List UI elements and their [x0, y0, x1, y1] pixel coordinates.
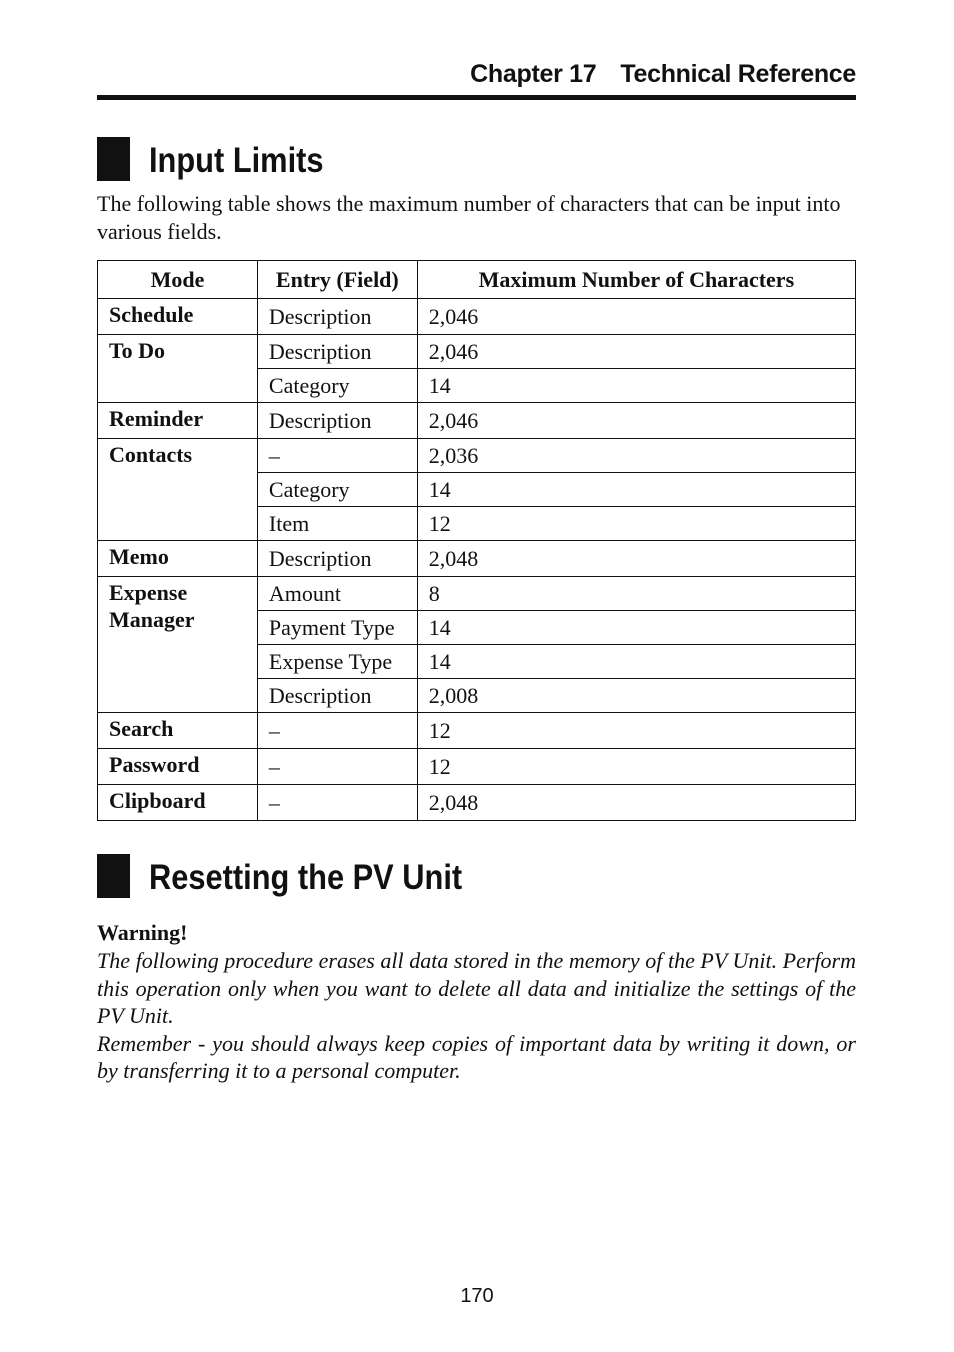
table-row	[98, 299, 856, 335]
max-characters-cell: 12	[417, 713, 855, 749]
header-rule	[97, 95, 856, 100]
mode-cell: Contacts	[98, 439, 258, 541]
entry-field-cell: Amount	[257, 577, 417, 611]
table-body	[98, 299, 856, 821]
entry-field-cell: Item	[257, 507, 417, 541]
column-header-max: Maximum Number of Characters	[417, 261, 855, 299]
max-characters-cell: 2,008	[417, 679, 855, 713]
entry-field-cell: Description	[257, 335, 417, 369]
max-characters-cell: 2,048	[417, 541, 855, 577]
mode-cell: Search	[98, 713, 258, 749]
mode-cell: Password	[98, 749, 258, 785]
entry-field-cell: Description	[257, 541, 417, 577]
max-characters-cell: 12	[417, 749, 855, 785]
table-row	[98, 577, 856, 611]
column-header-mode: Mode	[98, 261, 258, 299]
mode-cell: Expense Manager	[98, 577, 258, 713]
max-characters-cell: 14	[417, 611, 855, 645]
table-row	[98, 403, 856, 439]
table-row	[98, 713, 856, 749]
max-characters-cell: 2,036	[417, 439, 855, 473]
entry-field-cell: Payment Type	[257, 611, 417, 645]
entry-field-cell: Category	[257, 369, 417, 403]
column-header-entry: Entry (Field)	[257, 261, 417, 299]
max-characters-cell: 2,046	[417, 335, 855, 369]
intro-paragraph: The following table shows the maximum number of characters that can be input into various fields.	[97, 191, 841, 244]
max-characters-cell: 2,046	[417, 299, 855, 335]
table-row	[98, 785, 856, 821]
input-limits-table	[97, 260, 856, 821]
chapter-title: Technical Reference	[620, 60, 856, 88]
section-square-icon	[97, 854, 130, 898]
max-characters-cell: 8	[417, 577, 855, 611]
entry-field-cell: Description	[257, 403, 417, 439]
mode-cell: Reminder	[98, 403, 258, 439]
max-characters-cell: 14	[417, 473, 855, 507]
section-title: Input Limits	[149, 141, 324, 180]
table-row	[98, 541, 856, 577]
max-characters-cell: 12	[417, 507, 855, 541]
page-number: 170	[460, 1285, 494, 1307]
mode-cell: To Do	[98, 335, 258, 403]
max-characters-cell: 14	[417, 645, 855, 679]
entry-field-cell: Expense Type	[257, 645, 417, 679]
table-row	[98, 335, 856, 369]
entry-field-cell: Description	[257, 299, 417, 335]
warning-paragraph: The following procedure erases all data stored in the memory of the PV Unit. Perform this operation only when you want to delete all data and initialize the settings of the PV Unit.	[97, 948, 856, 1028]
mode-cell: Clipboard	[98, 785, 258, 821]
entry-field-cell: –	[257, 749, 417, 785]
section-square-icon	[97, 137, 130, 181]
mode-cell: Memo	[98, 541, 258, 577]
chapter-label: Chapter 17	[470, 60, 597, 88]
warning-title: Warning!	[97, 920, 188, 945]
warning-text	[97, 947, 856, 1085]
max-characters-cell: 2,048	[417, 785, 855, 821]
entry-field-cell: Description	[257, 679, 417, 713]
max-characters-cell: 14	[417, 369, 855, 403]
mode-cell: Schedule	[98, 299, 258, 335]
warning-paragraph: Remember - you should always keep copies of important data by writing it down, or by transferring it to a personal computer.	[97, 1030, 856, 1083]
entry-field-cell: –	[257, 713, 417, 749]
page-header	[97, 60, 856, 89]
table-row	[98, 439, 856, 473]
entry-field-cell: Category	[257, 473, 417, 507]
section-title: Resetting the PV Unit	[149, 858, 463, 897]
max-characters-cell: 2,046	[417, 403, 855, 439]
table-row	[98, 749, 856, 785]
entry-field-cell: –	[257, 439, 417, 473]
entry-field-cell: –	[257, 785, 417, 821]
table-header-row	[98, 261, 856, 299]
